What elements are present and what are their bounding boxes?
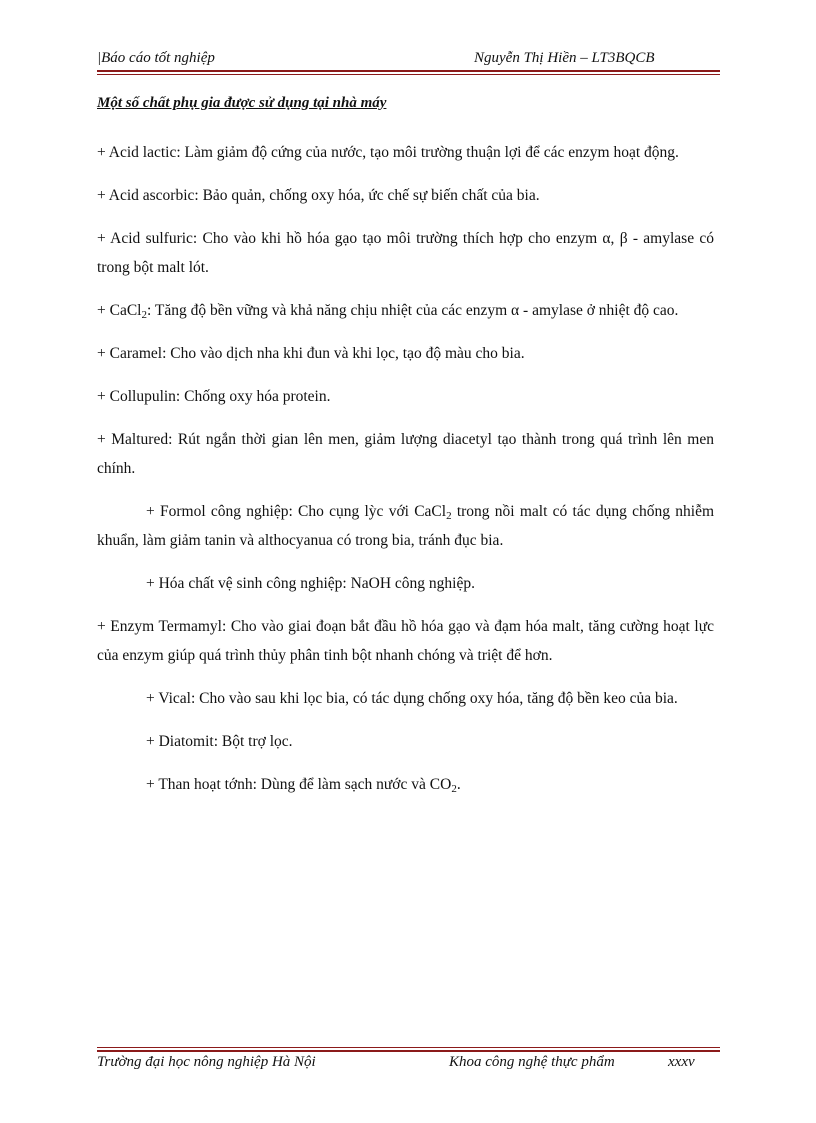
paragraph-caramel: + Caramel: Cho vào dịch nha khi đun và khi lọc, tạo độ màu cho bia. — [97, 345, 525, 362]
paragraph-than-hoat-tinh: + Than hoạt tớnh: Dùng để làm sạch nước và $CO_2$. — [146, 776, 461, 795]
paragraph-enzym-termamyl: + Enzym Termamyl: Cho vào giai đoạn bắt đầu hồ hóa gạo và đạm hóa malt, tăng cường hoạt lực của enzym giúp quá trình thủy phân tinh bột nhanh chóng và triệt để hơn. — [97, 618, 714, 664]
paragraph-cacl2: + CaCl$_2$: Tăng độ bền vững và khả năng chịu nhiệt của các enzym α - amylase ở nhiệt độ cao. — [97, 302, 679, 321]
paragraph-hoa-chat-ve-sinh: + Hóa chất vệ sinh công nghiệp: NaOH công nghiệp. — [146, 575, 475, 592]
paragraph-diatomit: + Diatomit: Bột trợ lọc. — [146, 733, 293, 750]
paragraph-acid-lactic: + Acid lactic: Làm giảm độ cứng của nước, tạo môi trường thuận lợi để các enzym hoạt động. — [97, 144, 679, 161]
paragraph-vical: + Vical: Cho vào sau khi lọc bia, có tác dụng chống oxy hóa, tăng độ bền keo của bia. — [146, 690, 678, 707]
page-header — [97, 50, 715, 70]
footer-faculty: Khoa công nghệ thực phẩm — [449, 1054, 615, 1070]
header-rule-thin — [97, 74, 720, 75]
page-footer — [97, 1054, 715, 1076]
footer-university: Trường đại học nông nghiệp Hà Nội — [97, 1054, 316, 1070]
content-body — [97, 138, 714, 813]
footer-rule-thin — [97, 1047, 720, 1048]
paragraph-maltured: + Maltured: Rút ngắn thời gian lên men, giảm lượng diacetyl tạo thành trong quá trình lên men chính. — [97, 431, 714, 477]
header-rule-thick — [97, 70, 720, 72]
paragraph-collupulin: + Collupulin: Chống oxy hóa protein. — [97, 388, 331, 405]
section-title: Một số chất phụ gia được sử dụng tại nhà máy — [97, 95, 387, 111]
paragraph-acid-sulfuric: + Acid sulfuric: Cho vào khi hồ hóa gạo tạo môi trường thích hợp cho enzym α, β - amylase có trong bột malt lót. — [97, 230, 714, 276]
page-number: xxxv — [668, 1054, 695, 1070]
paragraph-formol: + Formol công nghiệp: Cho cụng lỳc với CaCl$_2$ trong nồi malt có tác dụng chống nhiễm khuẩn, làm giảm tanin và althocyanua có trong bia, tránh đục bia. — [97, 503, 715, 549]
header-author: Nguyễn Thị Hiền – LT3BQCB — [474, 50, 655, 66]
footer-rule-thick — [97, 1050, 720, 1052]
paragraph-acid-ascorbic: + Acid ascorbic: Bảo quản, chống oxy hóa, ức chế sự biến chất của bia. — [97, 187, 540, 204]
header-report-title: |Báo cáo tốt nghiệp — [97, 50, 215, 66]
